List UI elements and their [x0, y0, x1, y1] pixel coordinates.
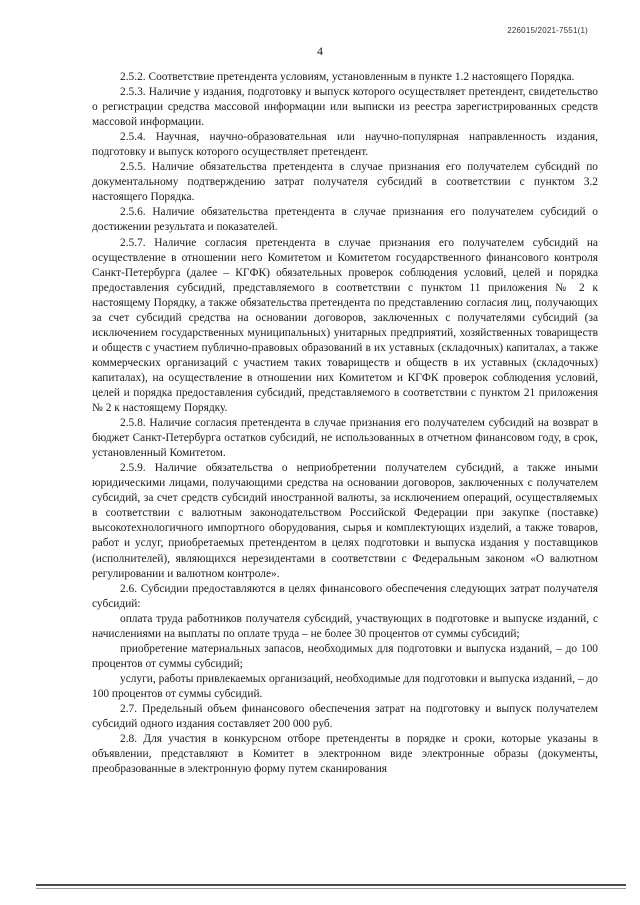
paragraph-2-5-9: 2.5.9. Наличие обязательства о неприобретении получателем субсидий, а также иными юридическими лицами, получающими средства на основании договоров, заключенных с получателем субсидий, за счет средств субсидий иностранной валюты, за исключением операций, осуществляемых в соответствии с валютным законодательством Российской Федерации при закупке (поставке) высокотехнологичного импортного оборудования, сырья и комплектующих изделий, а также товаров, работ и услуг, приобретаемых претендентом в целях подготовки и выпуска издания у поставщиков (исполнителей), являющихся нерезидентами в соответствии с Федеральным законом «О валютном регулировании и валютном контроле». [92, 462, 598, 580]
paragraph-2-7: 2.7. Предельный объем финансового обеспечения затрат на подготовку и выпуск получателем субсидий одного издания составляет 200 000 руб. [92, 702, 598, 731]
paragraph-2-5-3: 2.5.3. Наличие у издания, подготовку и выпуск которого осуществляет претендент, свидетельство о регистрации средства массовой информации или выписки из реестра зарегистрированных средств массовой информации. [92, 86, 598, 129]
list-item-services: услуги, работы привлекаемых организаций, необходимые для подготовки и выпуска изданий, – до 100 процентов от суммы субсидий. [92, 672, 598, 700]
paragraph-2-5-6: 2.5.6. Наличие обязательства претендента в случае признания его получателем субсидий о достижении результата и показателей. [92, 206, 598, 234]
document-body [92, 70, 598, 777]
list-item-labor-costs: оплата труда работников получателя субсидий, участвующих в подготовке и выпуске изданий, с начислениями на выплаты по оплате труда – не более 30 процентов от суммы субсидий; [92, 612, 598, 640]
list-item-materials: приобретение материальных запасов, необходимых для подготовки и выпуска изданий, – до 100 процентов от суммы субсидий; [92, 642, 598, 670]
paragraph-2-5-5: 2.5.5. Наличие обязательства претендента в случае признания его получателем субсидий по документальному подтверждению затрат получателя субсидий в соответствии с пунктом 3.2 настоящего Порядка. [92, 161, 598, 204]
document-id: 226015/2021-7551(1) [507, 26, 588, 35]
paragraph-2-8: 2.8. Для участия в конкурсном отборе претенденты в порядке и сроки, которые указаны в объявлении, представляют в Комитет в электронном виде электронные образы (документы, преобразованные в электронную форму путем сканирования [92, 733, 598, 776]
paragraph-2-5-7: 2.5.7. Наличие согласия претендента в случае признания его получателем субсидий на осуществление в отношении него Комитетом и Комитетом государственного финансового контроля Санкт-Петербурга (далее – КГФК) обязательных проверок соблюдения условий, целей и порядка предоставления субсидий, представляемого в соответствии с пунктом 11 приложения № 2 к настоящему Порядку, а также обязательства претендента по представлению согласия лиц, получающих за счет субсидий средства на основании договоров, заключенных с получателями субсидий (за исключением государственных муниципальных) унитарных предприятий, хозяйственных товариществ и обществ с участием публично-правовых образований в их уставных (складочных) капиталах, а также коммерческих организаций с участием таких товариществ и обществ в их уставных (складочных) капиталах), на осуществление в отношении них Комитетом и КГФК проверок соблюдения условий, целей и порядка предоставления субсидий, представляемого в соответствии с пунктом 21 приложения № 2 к настоящему Порядку. [92, 236, 598, 415]
scan-edge-line-secondary [36, 888, 626, 889]
scan-edge-line [36, 884, 626, 886]
paragraph-2-6: 2.6. Субсидии предоставляются в целях финансового обеспечения следующих затрат получателя субсидий: [92, 582, 598, 610]
page-number: 4 [317, 44, 323, 58]
paragraph-2-5-2: 2.5.2. Соответствие претендента условиям, установленным в пункте 1.2 настоящего Порядка. [120, 71, 575, 83]
paragraph-2-5-4: 2.5.4. Научная, научно-образовательная или научно-популярная направленность издания, подготовку и выпуск которого осуществляет претендент. [92, 131, 598, 159]
paragraph-2-5-8: 2.5.8. Наличие согласия претендента в случае признания его получателем субсидий на возврат в бюджет Санкт-Петербурга остатков субсидий, не использованных в отчетном финансовом году, в срок, установленный Комитетом. [92, 417, 598, 460]
